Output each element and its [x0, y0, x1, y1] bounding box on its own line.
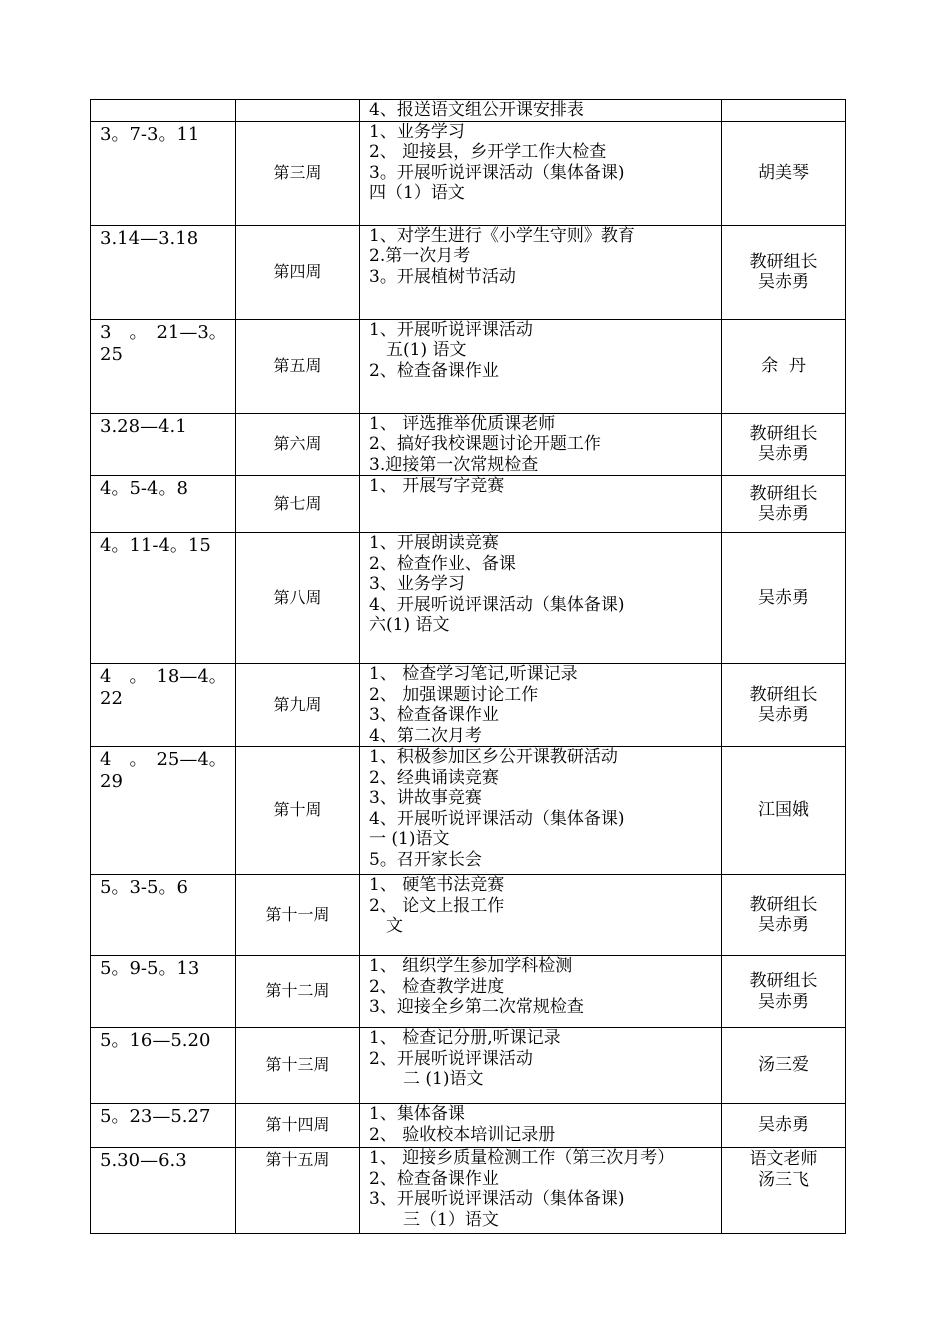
date-range-cell: 5。3-5。6 — [91, 875, 236, 956]
date-range-cell: 5。9-5。13 — [91, 956, 236, 1028]
date-range-cell: 4。11-4。15 — [91, 533, 236, 664]
task-item: 1、 硬笔书法竞赛 — [369, 875, 505, 895]
week-cell: 第七周 — [236, 476, 360, 533]
responsible-person-cell — [722, 664, 846, 747]
task-item: 4、开展听说评课活动（集体备课) — [369, 594, 625, 615]
task-item: 4、开展听说评课活动（集体备课) — [369, 808, 625, 829]
person-name: 教研组长 — [749, 971, 818, 991]
responsible-person-cell — [722, 747, 846, 875]
schedule-row — [91, 1104, 846, 1148]
task-item: 2、检查备课作业 — [369, 1168, 499, 1189]
task-item: 1、对学生进行《小学生守则》教育 — [369, 225, 635, 246]
week-cell: 第十四周 — [236, 1104, 360, 1148]
schedule-row — [91, 225, 846, 319]
task-item: 2、 检查教学进度 — [369, 976, 505, 997]
person-name: 教研组长 — [749, 483, 818, 504]
person-name: 汤三飞 — [758, 1169, 809, 1190]
week-cell: 第十一周 — [236, 875, 360, 956]
tasks-cell — [360, 533, 722, 664]
responsible-person-cell — [722, 413, 846, 476]
task-item: 2、 迎接县，乡开学工作大检查 — [369, 142, 607, 162]
task-item: 文 — [369, 916, 403, 936]
schedule-row — [91, 1028, 846, 1104]
task-item: 3、迎接全乡第二次常规检查 — [369, 997, 584, 1017]
week-cell: 第六周 — [236, 413, 360, 476]
date-range-cell: 5。16—5.20 — [91, 1028, 236, 1104]
week-cell — [236, 100, 360, 122]
task-item: 4、报送语文组公开课安排表 — [369, 100, 584, 120]
task-item: 3、讲故事竞赛 — [369, 788, 482, 808]
task-item: 4、第二次月考 — [369, 725, 482, 746]
task-item: 1、开展听说评课活动 — [369, 319, 533, 340]
tasks-cell — [360, 225, 722, 319]
task-item: 2、开展听说评课活动 — [369, 1048, 533, 1069]
date-range-cell: 3.14—3.18 — [91, 225, 236, 319]
responsible-person-cell — [722, 121, 846, 225]
task-item: 5。召开家长会 — [369, 849, 482, 870]
person-name: 吴赤勇 — [758, 705, 809, 725]
person-name: 吴赤勇 — [758, 272, 809, 292]
date-range-cell — [91, 100, 236, 122]
task-item: 3、业务学习 — [369, 574, 465, 594]
task-item: 2、 加强课题讨论工作 — [369, 684, 539, 705]
date-range-cell: 5。23—5.27 — [91, 1104, 236, 1148]
person-name: 胡美琴 — [758, 162, 809, 183]
person-name: 吴赤勇 — [758, 587, 809, 608]
task-item: 3。开展听说评课活动（集体备课) — [369, 162, 625, 183]
tasks-cell — [360, 121, 722, 225]
schedule-row — [91, 319, 846, 413]
tasks-cell — [360, 875, 722, 956]
date-range-cell: 4 。 25—4。29 — [91, 747, 236, 875]
schedule-row — [91, 413, 846, 476]
person-name: 吴赤勇 — [758, 915, 809, 935]
task-item: 1、 评选推举优质课老师 — [369, 413, 556, 434]
tasks-cell — [360, 1148, 722, 1234]
task-item: 1、开展朗读竞赛 — [369, 533, 499, 553]
date-range-cell: 3。7-3。11 — [91, 121, 236, 225]
responsible-person-cell — [722, 1028, 846, 1104]
schedule-row — [91, 100, 846, 122]
person-name: 余 丹 — [761, 355, 806, 376]
task-item: 1、业务学习 — [369, 121, 465, 142]
schedule-row — [91, 747, 846, 875]
date-range-cell: 3 。 21—3。25 — [91, 319, 236, 413]
person-name: 语文老师 — [749, 1149, 818, 1169]
schedule-row — [91, 956, 846, 1028]
week-cell: 第十二周 — [236, 956, 360, 1028]
task-item: 2、 验收校本培训记录册 — [369, 1124, 556, 1145]
tasks-cell — [360, 476, 722, 533]
tasks-cell — [360, 664, 722, 747]
task-item: 2、 论文上报工作 — [369, 895, 505, 916]
responsible-person-cell — [722, 319, 846, 413]
task-item: 1、 检查学习笔记,听课记录 — [369, 664, 578, 684]
task-item: 2、检查作业、备课 — [369, 553, 516, 574]
week-cell: 第三周 — [236, 121, 360, 225]
responsible-person-cell — [722, 100, 846, 122]
week-cell: 第九周 — [236, 664, 360, 747]
task-item: 3。开展植树节活动 — [369, 266, 516, 287]
person-name: 吴赤勇 — [758, 504, 809, 524]
task-item: 四（1）语文 — [369, 183, 465, 203]
person-name: 教研组长 — [749, 894, 818, 915]
task-item: 1、 组织学生参加学科检测 — [369, 956, 573, 976]
schedule-row — [91, 1148, 846, 1234]
task-item: 1、 迎接乡质量检测工作（第三次月考） — [369, 1148, 675, 1168]
person-name: 江国娥 — [758, 800, 809, 821]
task-item: 1、集体备课 — [369, 1104, 465, 1124]
schedule-row — [91, 533, 846, 664]
task-item: 六(1) 语文 — [369, 615, 450, 635]
week-cell: 第十三周 — [236, 1028, 360, 1104]
week-cell: 第四周 — [236, 225, 360, 319]
date-range-cell: 4 。 18—4。22 — [91, 664, 236, 747]
tasks-cell — [360, 100, 722, 122]
task-item: 五(1) 语文 — [369, 340, 467, 360]
person-name: 吴赤勇 — [758, 444, 809, 465]
tasks-cell — [360, 319, 722, 413]
week-cell: 第五周 — [236, 319, 360, 413]
person-name: 教研组长 — [749, 423, 818, 444]
task-item: 1、 检查记分册,听课记录 — [369, 1028, 561, 1048]
responsible-person-cell — [722, 1148, 846, 1234]
task-item: 3、开展听说评课活动（集体备课) — [369, 1189, 625, 1209]
tasks-cell — [360, 1104, 722, 1148]
responsible-person-cell — [722, 225, 846, 319]
responsible-person-cell — [722, 1104, 846, 1148]
task-item: 二 (1)语文 — [369, 1069, 484, 1089]
person-name: 汤三爱 — [758, 1055, 809, 1076]
task-item: 2、搞好我校课题讨论开题工作 — [369, 434, 601, 454]
person-name: 教研组长 — [749, 251, 818, 272]
task-item: 一 (1)语文 — [369, 829, 450, 849]
schedule-row — [91, 875, 846, 956]
task-item: 3.迎接第一次常规检查 — [369, 454, 539, 475]
person-name: 吴赤勇 — [758, 991, 809, 1012]
responsible-person-cell — [722, 875, 846, 956]
person-name: 教研组长 — [749, 684, 818, 705]
week-cell: 第八周 — [236, 533, 360, 664]
task-item: 2.第一次月考 — [369, 246, 471, 266]
task-item: 三（1）语文 — [369, 1209, 499, 1230]
responsible-person-cell — [722, 476, 846, 533]
responsible-person-cell — [722, 533, 846, 664]
schedule-table — [90, 99, 846, 1234]
task-item: 3、检查备课作业 — [369, 705, 499, 725]
schedule-row — [91, 121, 846, 225]
date-range-cell: 3.28—4.1 — [91, 413, 236, 476]
task-item: 2、检查备课作业 — [369, 360, 499, 381]
tasks-cell — [360, 956, 722, 1028]
tasks-cell — [360, 413, 722, 476]
task-item: 2、经典诵读竞赛 — [369, 767, 499, 788]
tasks-cell — [360, 747, 722, 875]
task-item: 1、积极参加区乡公开课教研活动 — [369, 747, 618, 767]
schedule-row — [91, 664, 846, 747]
responsible-person-cell — [722, 956, 846, 1028]
task-item: 1、 开展写字竞赛 — [369, 476, 505, 496]
schedule-row — [91, 476, 846, 533]
date-range-cell: 4。5-4。8 — [91, 476, 236, 533]
person-name: 吴赤勇 — [758, 1115, 809, 1136]
date-range-cell: 5.30—6.3 — [91, 1148, 236, 1234]
week-cell: 第十周 — [236, 747, 360, 875]
tasks-cell — [360, 1028, 722, 1104]
week-cell: 第十五周 — [236, 1148, 360, 1234]
